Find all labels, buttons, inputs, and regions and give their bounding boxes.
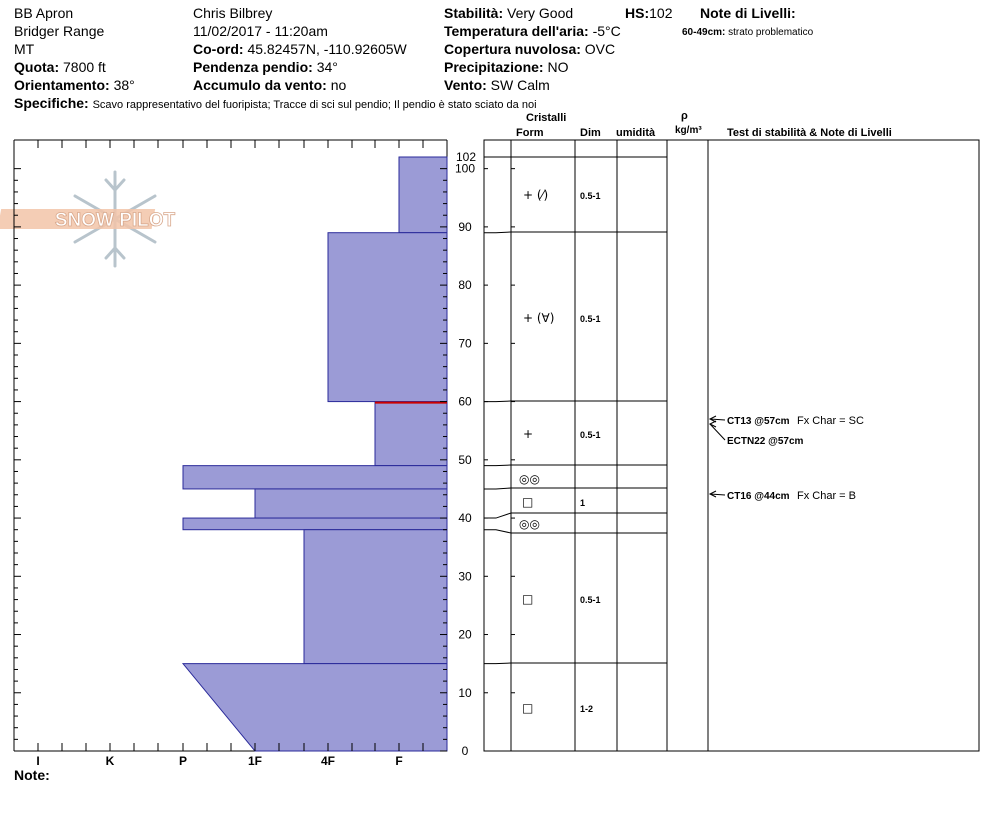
- test-label: CT16 @44cm: [727, 491, 790, 502]
- hardness-scale-label: 4F: [320, 754, 336, 768]
- crystal-size: 0.5-1: [580, 595, 601, 605]
- col-tests: Test di stabilità & Note di Livelli: [727, 127, 892, 139]
- crystal-size: 1-2: [580, 704, 594, 714]
- coord-label: Co-ord:: [193, 41, 244, 57]
- coord-value: 45.82457N, -110.92605W: [247, 41, 407, 57]
- datetime: 11/02/2017 - 11:20am: [193, 23, 328, 39]
- depth-label: 50: [458, 452, 472, 467]
- hardness-scale-label: I: [36, 754, 40, 768]
- elevation-value: 7800 ft: [63, 59, 106, 75]
- location: BB Apron: [14, 5, 74, 21]
- hs-label: HS:: [625, 5, 650, 21]
- crystal-form: + (∀): [523, 311, 555, 325]
- hardness-scale-label: 1F: [247, 754, 263, 768]
- wind-label: Vento:: [444, 77, 487, 93]
- depth-label: 90: [458, 219, 472, 234]
- layer-notes-label: Note di Livelli:: [700, 5, 796, 21]
- crystal-form: ◎◎: [519, 517, 540, 531]
- hs-value: 102: [649, 5, 673, 21]
- hardness-scale-label: K: [105, 754, 115, 768]
- hardness-layer: [183, 518, 447, 530]
- cloud-label: Copertura nuvolosa:: [444, 41, 581, 57]
- depth-label: 80: [458, 278, 472, 293]
- depth-label: 0: [461, 744, 469, 758]
- stability-label: Stabilità:: [444, 5, 504, 21]
- crystal-form: □: [522, 701, 534, 715]
- hardness-layer: [328, 233, 447, 402]
- crystal-form: □: [522, 592, 534, 606]
- crystal-form: + (⁄): [523, 188, 549, 202]
- hardness-layer: [304, 530, 447, 664]
- hardness-scale-label: P: [178, 754, 188, 768]
- slope-value: 34°: [316, 59, 338, 75]
- precip-value: NO: [547, 59, 569, 75]
- col-crystals: Cristalli: [526, 112, 567, 124]
- air-temp-value: -5°C: [592, 23, 621, 39]
- col-rho: ρ: [681, 110, 688, 122]
- hardness-scale-label: F: [395, 754, 403, 768]
- crystal-size: 0.5-1: [580, 430, 601, 440]
- specifics-text: Scavo rappresentativo del fuoripista; Tracce di sci sul pendio; Il pendio è stato sciato da noi: [92, 99, 537, 111]
- hardness-layer: [375, 402, 447, 466]
- crystal-size: 1: [580, 498, 586, 508]
- depth-label: 10: [458, 685, 472, 700]
- test-label: CT13 @57cm: [727, 416, 790, 427]
- crystal-size: 0.5-1: [580, 314, 601, 324]
- wind-loading-value: no: [330, 77, 347, 93]
- hardness-layer: [183, 664, 447, 751]
- precip-label: Precipitazione:: [444, 59, 544, 75]
- test-extra: Fx Char = B: [797, 490, 856, 502]
- col-density-unit: kg/m³: [675, 125, 702, 136]
- test-label: ECTN22 @57cm: [727, 436, 804, 447]
- aspect-value: 38°: [113, 77, 135, 93]
- stability-value: Very Good: [507, 5, 574, 21]
- crystal-form: ◎◎: [519, 472, 540, 486]
- aspect-label: Orientamento:: [14, 77, 110, 93]
- col-moisture: umidità: [616, 127, 656, 139]
- specifics-label: Specifiche:: [14, 95, 89, 111]
- test-arrow: [710, 424, 725, 440]
- cloud-value: OVC: [584, 41, 616, 57]
- test-arrowhead: [710, 421, 716, 427]
- col-form: Form: [516, 127, 544, 139]
- crystal-form: □: [522, 495, 534, 509]
- depth-label: 20: [458, 627, 472, 642]
- test-extra: Fx Char = SC: [797, 415, 864, 427]
- col-size: Dim: [580, 127, 601, 139]
- wind-value: SW Calm: [490, 77, 550, 93]
- crystal-form: +: [523, 427, 534, 441]
- hardness-layer: [399, 157, 447, 233]
- crystal-size: 0.5-1: [580, 191, 601, 201]
- wind-loading-label: Accumulo da vento:: [193, 77, 327, 93]
- layer-note-range: 60-49cm:: [682, 27, 726, 38]
- depth-label: 30: [458, 569, 472, 584]
- layer-note-text: strato problematico: [728, 27, 814, 38]
- hardness-layer: [255, 489, 447, 518]
- logo-text: SNOW PILOT: [54, 210, 176, 231]
- depth-label: 100: [454, 161, 476, 176]
- slope-label: Pendenza pendio:: [193, 59, 313, 75]
- observer: Chris Bilbrey: [193, 5, 273, 21]
- state: MT: [14, 41, 35, 57]
- hardness-layer: [183, 466, 447, 489]
- elevation-label: Quota:: [14, 59, 60, 75]
- depth-label: 70: [458, 336, 472, 351]
- snowpilot-logo: [0, 172, 176, 266]
- range: Bridger Range: [14, 23, 105, 39]
- depth-label-top: 102: [455, 150, 477, 164]
- depth-label: 40: [458, 511, 472, 526]
- depth-label: 60: [458, 394, 472, 409]
- air-temp-label: Temperatura dell'aria:: [444, 23, 589, 39]
- notes-label: Note:: [14, 767, 50, 783]
